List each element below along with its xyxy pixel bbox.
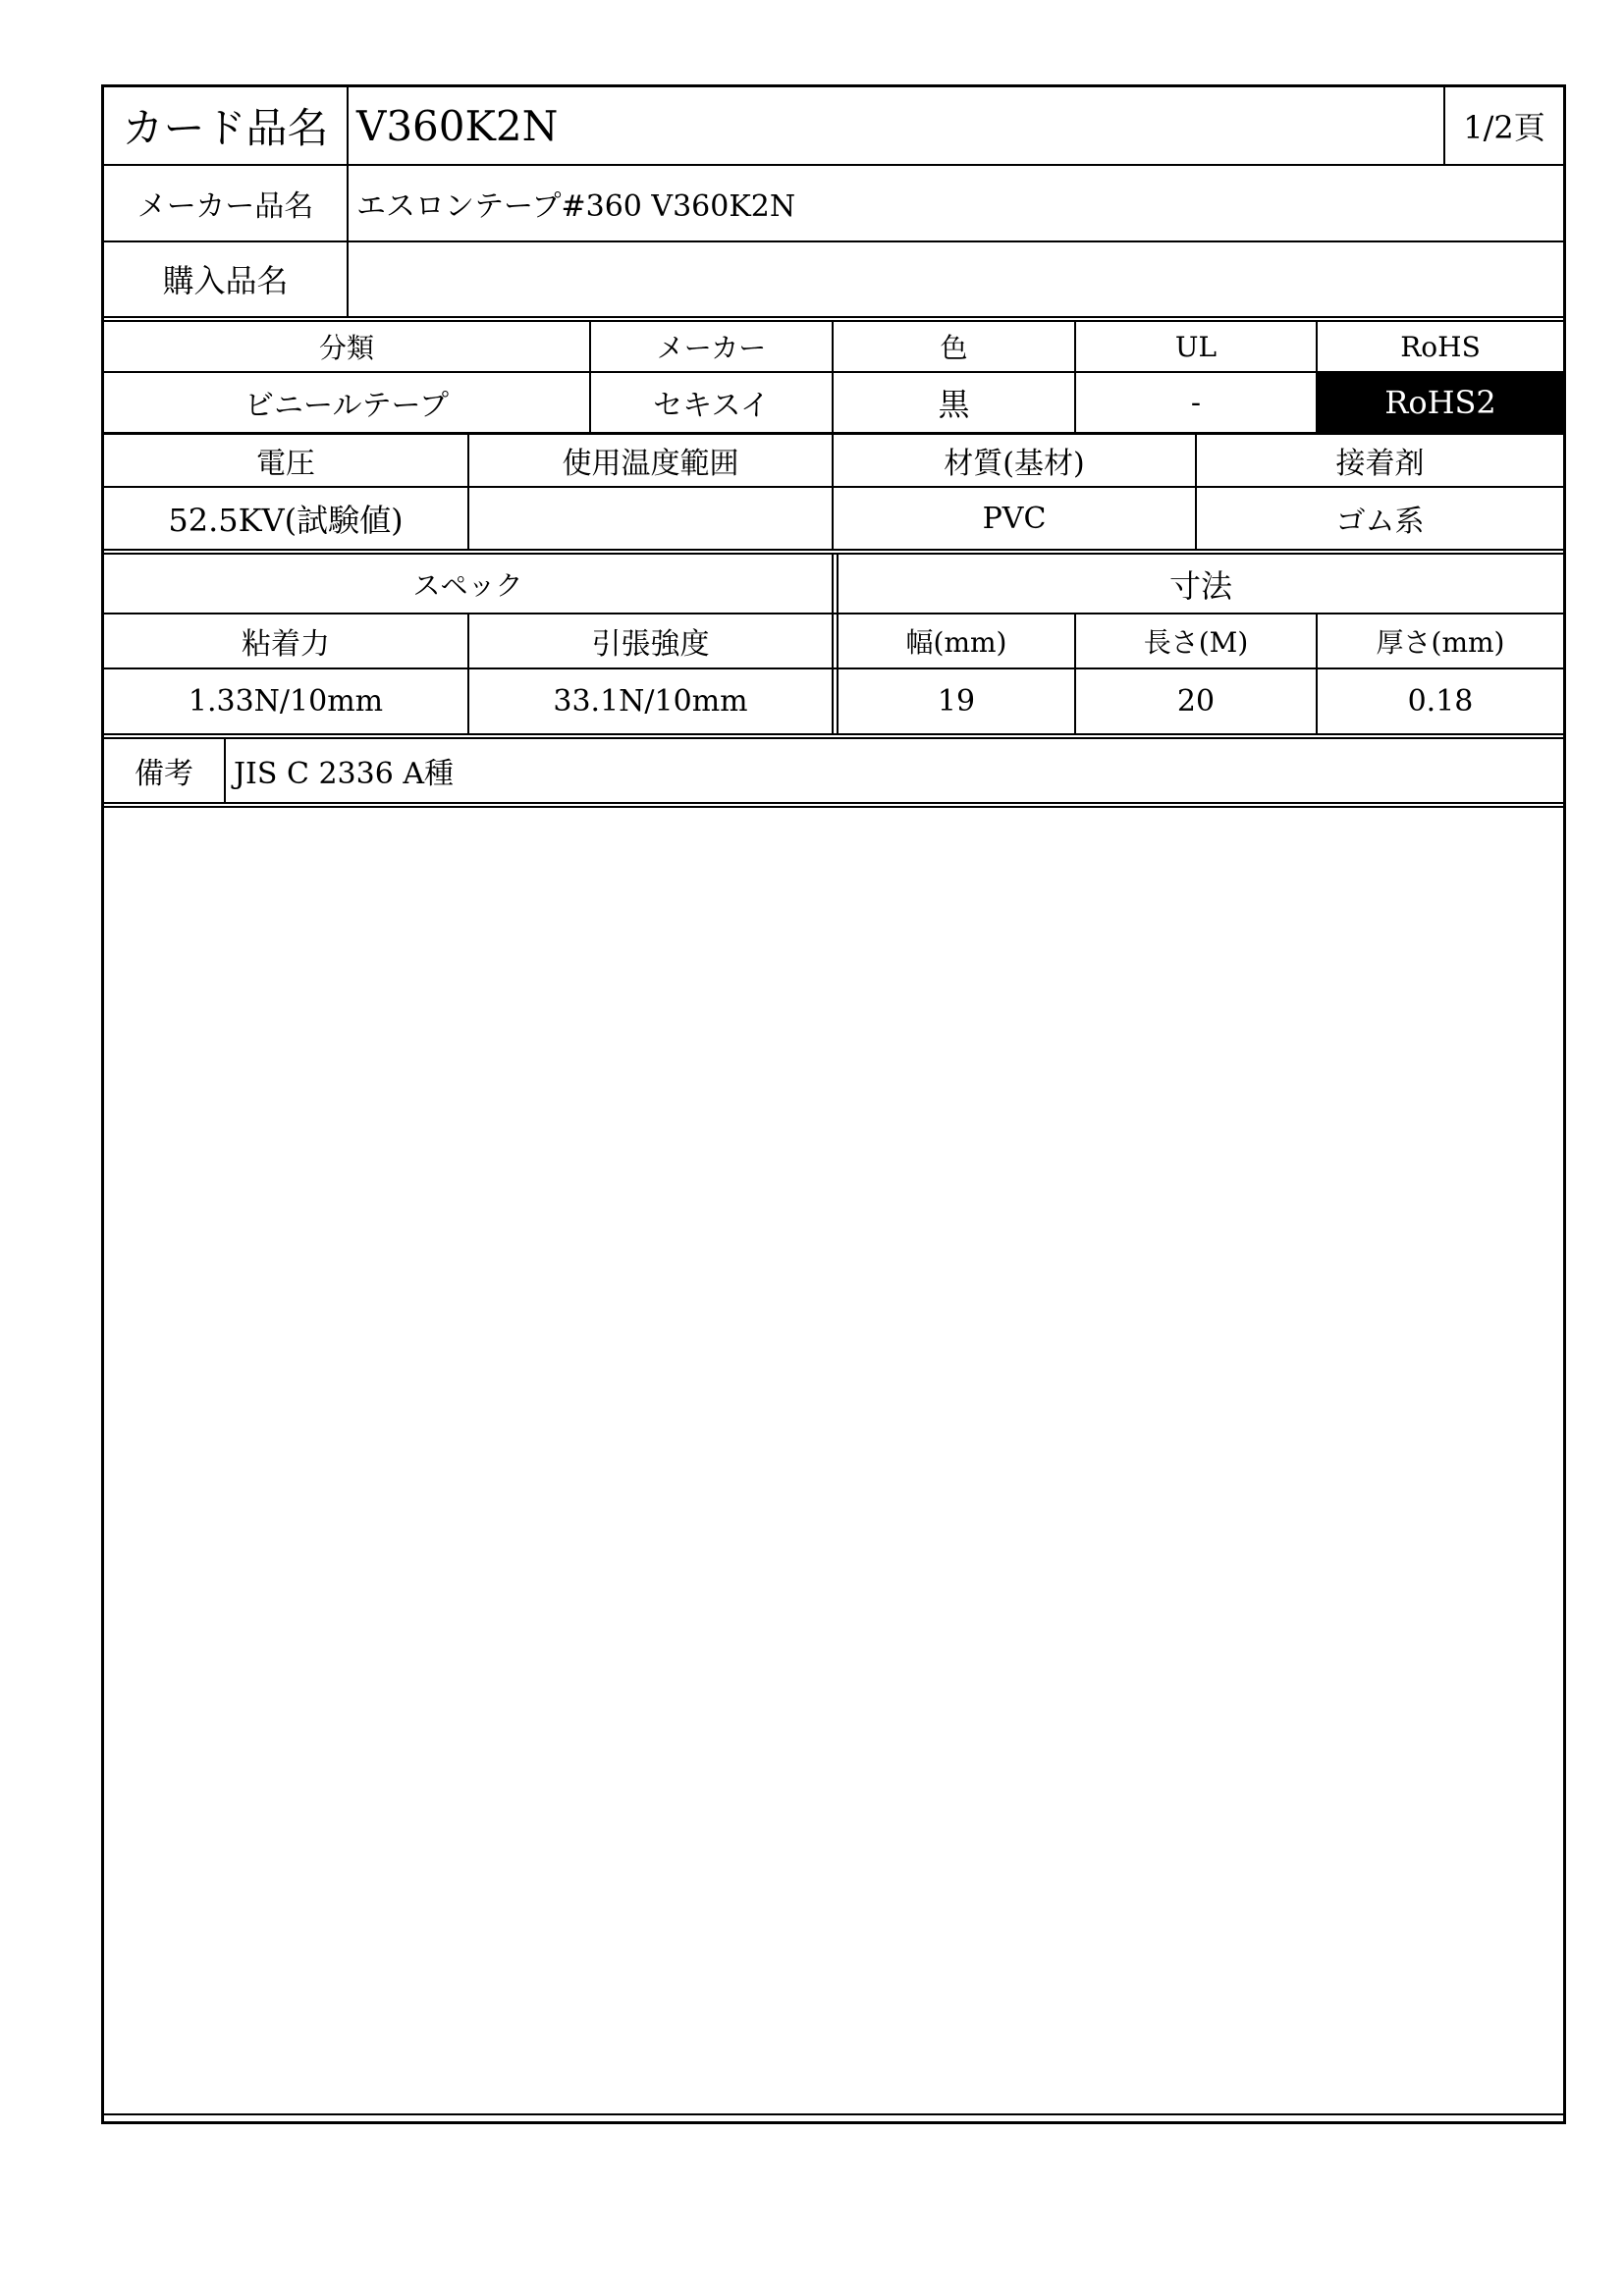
classification-header: 分類 [318,332,374,364]
color-value: 黒 [938,386,970,423]
adhesive-header: 接着剤 [1335,447,1425,481]
tensile-value: 33.1N/10mm [553,684,748,719]
voltage-value: 52.5KV(試験値) [168,502,404,539]
tensile-header: 引張強度 [591,627,710,662]
adhesion-value: 1.33N/10mm [188,684,384,719]
width-value: 19 [937,684,976,719]
maker-name-label: メーカー品名 [136,189,314,224]
classification-value: ビニールテープ [244,389,449,423]
ul-value: - [1190,385,1202,420]
color-header: 色 [940,332,968,364]
voltage-header: 電圧 [256,447,315,481]
adhesive-value: ゴム系 [1335,505,1425,539]
notes-area [104,808,1563,2113]
maker-header: メーカー [656,332,767,364]
length-header: 長さ(M) [1143,626,1249,659]
adhesion-header: 粘着力 [242,627,330,662]
spec-sheet [101,84,1566,2124]
divider [832,555,834,733]
divider [1443,87,1445,164]
purchase-name-label: 購入品名 [162,262,289,299]
material-header: 材質(基材) [944,447,1085,481]
spec-title: スペック [412,568,523,602]
thickness-header: 厚さ(mm) [1376,626,1505,659]
remarks-label: 備考 [135,757,193,791]
thickness-value: 0.18 [1407,684,1474,719]
maker-value: セキスイ [653,389,770,423]
divider [104,2113,1563,2115]
card-name-label: カード品名 [122,104,329,152]
remarks-value: JIS C 2336 A種 [234,757,455,791]
page-number: 1/2頁 [1463,109,1545,146]
temperature-value [469,488,832,549]
temperature-header: 使用温度範囲 [562,447,739,481]
maker-name-value: エスロンテープ#360 V360K2N [356,189,796,224]
length-value: 20 [1176,684,1216,719]
dimensions-title: 寸法 [1168,566,1232,605]
rohs-badge: RoHS2 [1318,373,1563,432]
rohs-header: RoHS [1400,330,1481,363]
width-header: 幅(mm) [905,626,1007,659]
purchase-name-value [349,242,1527,315]
card-name-value: V360K2N [356,101,559,150]
material-value: PVC [982,501,1047,536]
ul-header: UL [1174,330,1218,363]
